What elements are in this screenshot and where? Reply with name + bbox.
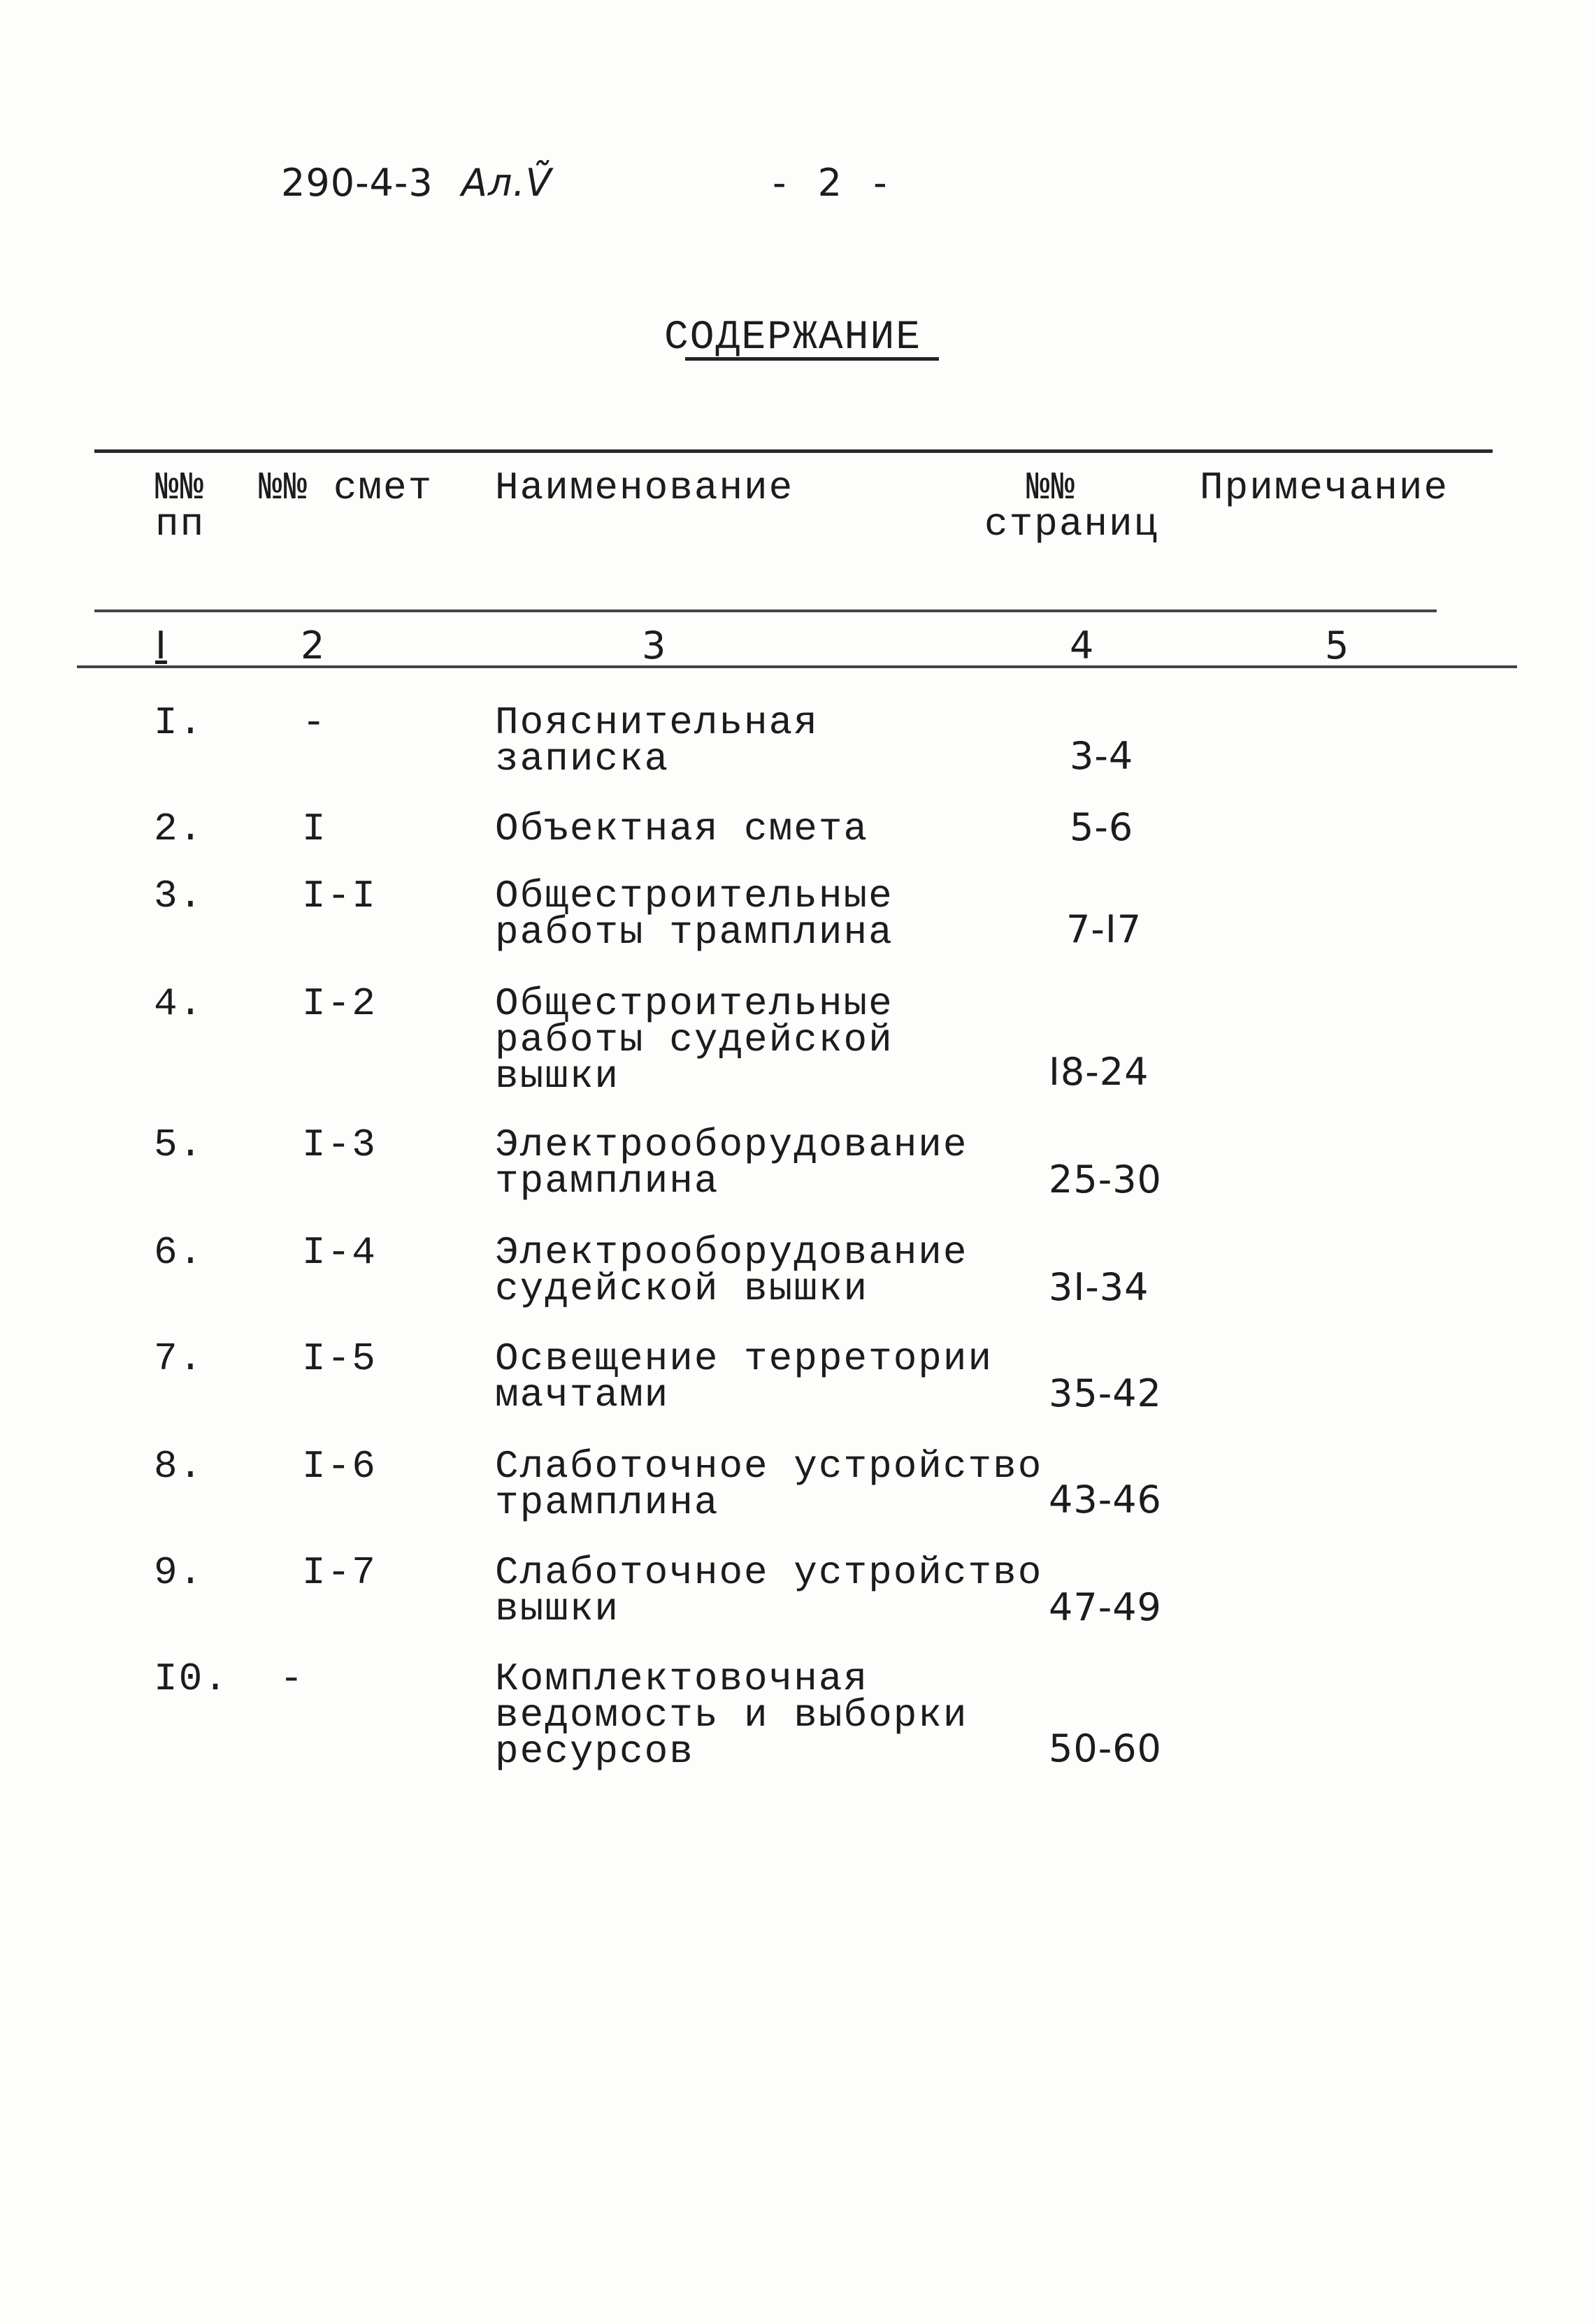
col-header-name: Наименование [495,465,794,510]
document-code: 290-4-3 [281,161,433,205]
col-header-pages-line2: страниц [984,502,1159,547]
table-top-rule [94,449,1493,453]
row-1-num: I. [154,700,204,745]
col-header-num-line2: пп [155,502,206,547]
row-3-num: 3. [154,874,204,918]
header-bottom-rule [94,609,1437,612]
row-9-num: 9. [154,1550,204,1595]
row-5-name: Электрооборудование трамплина [495,1123,968,1204]
col-number-4: 4 [1070,623,1095,667]
album-number: Ал.Ṽ [461,161,552,205]
row-10-pages: 50-60 [1049,1726,1162,1770]
row-7-estimate: I-5 [302,1336,377,1381]
row-2-pages: 5-6 [1070,805,1134,849]
row-5-pages: 25-30 [1049,1157,1162,1201]
col-number-2: 2 [301,623,326,667]
row-1-estimate: - [302,700,327,745]
col-header-note: Примечание [1200,465,1449,510]
page-title: СОДЕРЖАНИЕ [664,315,922,361]
row-6-name: Электрооборудование судейской вышки [495,1230,968,1311]
row-2-estimate: I [302,807,327,851]
row-6-estimate: I-4 [302,1230,377,1275]
row-8-pages: 43-46 [1049,1478,1162,1522]
row-10-num: I0. [154,1657,229,1701]
row-4-estimate: I-2 [302,981,377,1026]
row-7-name: Освещение терретории мачтами [495,1336,993,1417]
row-8-name: Слаботочное устройство трамплина [495,1444,1043,1525]
row-10-estimate: - [280,1657,305,1701]
col-header-pages [984,465,1159,547]
row-3-estimate: I-I [302,874,377,918]
row-6-num: 6. [154,1230,204,1275]
row-3-pages: 7-I7 [1066,907,1142,951]
row-4-pages: I8-24 [1049,1050,1149,1094]
row-9-name: Слаботочное устройство вышки [495,1550,1043,1631]
row-4-name: Общестроительные работы судейской вышки [495,981,893,1099]
row-2-num: 2. [154,807,204,851]
row-7-num: 7. [154,1336,204,1381]
col-header-estimate: №№ смет [259,465,433,510]
row-8-estimate: I-6 [302,1444,377,1489]
col-header-pages-line1: №№ [1026,465,1077,510]
col-number-3: 3 [642,623,667,667]
row-5-num: 5. [154,1123,204,1167]
page-number: - 2 - [773,161,888,205]
row-10-name: Комплектовочная ведомость и выборки ресурсов [495,1657,968,1774]
row-9-pages: 47-49 [1049,1585,1162,1629]
col-header-num [155,465,206,547]
col-number-5: 5 [1325,623,1350,667]
row-2-name: Объектная смета [495,807,869,851]
row-1-pages: 3-4 [1070,734,1134,778]
row-4-num: 4. [154,981,204,1026]
column-numbers-rule [77,665,1517,668]
row-8-num: 8. [154,1444,204,1489]
row-1-name: Пояснительная записка [495,700,819,781]
col-header-num-line1: №№ [155,465,206,510]
row-9-estimate: I-7 [302,1550,377,1595]
row-3-name: Общестроительные работы трамплина [495,874,893,955]
col-number-1: I [155,623,167,667]
row-6-pages: 3I-34 [1049,1265,1149,1309]
row-7-pages: 35-42 [1049,1371,1162,1415]
row-5-estimate: I-3 [302,1123,377,1167]
